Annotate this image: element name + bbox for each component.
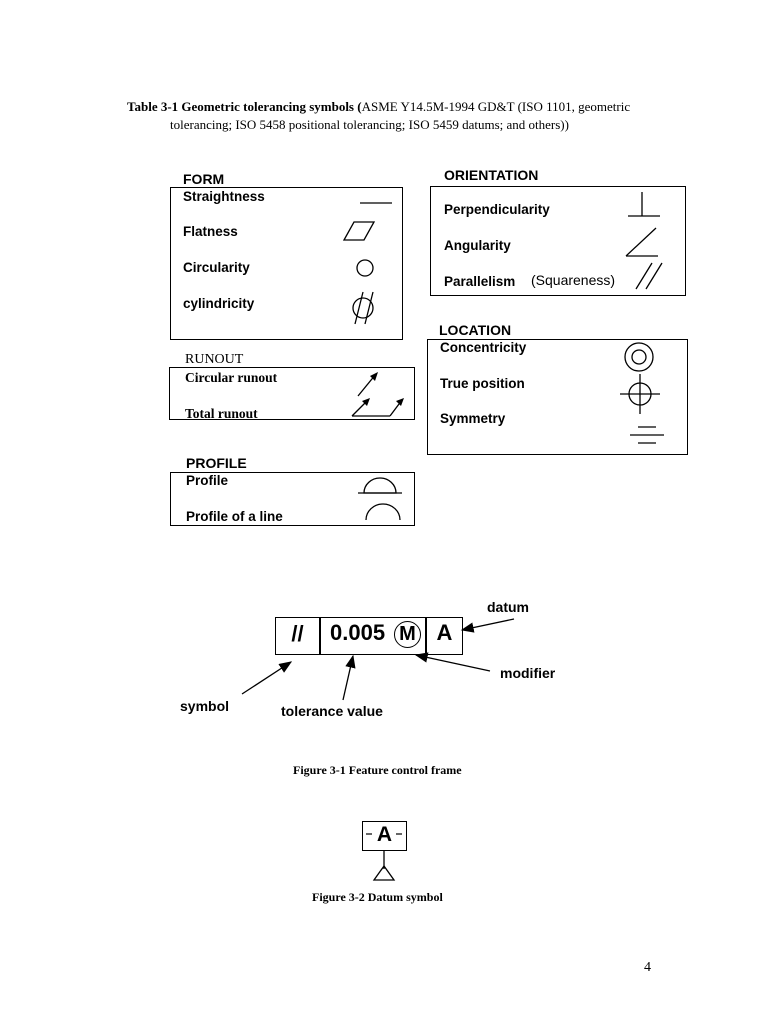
parallelism-icon xyxy=(632,259,672,293)
perpendicularity-icon xyxy=(626,190,666,224)
orientation-heading: ORIENTATION xyxy=(444,167,539,183)
orientation-item-parallelism: Parallelism xyxy=(444,274,516,289)
runout-item-circular: Circular runout xyxy=(185,370,278,385)
page-number: 4 xyxy=(644,960,651,975)
callout-tolerance: tolerance value xyxy=(281,703,383,719)
profile-item-line: Profile of a line xyxy=(186,509,283,524)
form-item-straightness: Straightness xyxy=(183,189,265,204)
symbol-arrow xyxy=(242,662,291,694)
form-item-cylindricity: cylindricity xyxy=(183,296,255,311)
figure-3-1-caption: Figure 3-1 Feature control frame xyxy=(293,763,462,777)
runout-heading: RUNOUT xyxy=(185,352,244,367)
circularity-icon xyxy=(354,257,378,281)
form-heading: FORM xyxy=(183,171,225,187)
fcf-modifier-circle xyxy=(394,621,421,648)
datum-symbol-letter: A xyxy=(376,823,393,846)
squareness-note: (Squareness) xyxy=(531,272,616,288)
fcf-symbol-cell: // xyxy=(291,621,304,646)
fcf-modifier-letter: M xyxy=(399,623,416,645)
profile-heading: PROFILE xyxy=(186,455,247,471)
modifier-arrow xyxy=(416,655,490,671)
callout-modifier: modifier xyxy=(500,665,556,681)
profile-of-line-icon xyxy=(362,500,406,522)
fcf-divider-1 xyxy=(319,617,321,655)
callout-datum: datum xyxy=(487,599,529,615)
table-title-standard: ASME Y14.5M-1994 GD&T (ISO 1101, geometric xyxy=(361,99,631,114)
table-title xyxy=(127,99,630,115)
datum-triangle-icon xyxy=(360,822,410,862)
form-item-flatness: Flatness xyxy=(183,224,238,239)
datum-arrow xyxy=(462,619,514,630)
symmetry-icon xyxy=(626,424,670,448)
profile-of-surface-icon xyxy=(356,476,406,498)
fcf-datum-cell: A xyxy=(436,620,453,645)
callout-symbol: symbol xyxy=(180,698,230,714)
datum-feature-triangle xyxy=(372,864,402,884)
tolerance-arrow xyxy=(343,656,353,700)
location-item-symmetry: Symmetry xyxy=(440,411,506,426)
table-title-label: Table 3-1 Geometric tolerancing symbols ( xyxy=(127,99,362,114)
angularity-icon xyxy=(622,226,662,260)
orientation-item-angularity: Angularity xyxy=(444,238,511,253)
total-runout-icon xyxy=(350,390,406,420)
cylindricity-icon xyxy=(345,290,385,326)
straightness-icon xyxy=(358,198,398,208)
form-item-circularity: Circularity xyxy=(183,260,250,275)
fcf-tolerance-cell: 0.005 xyxy=(330,620,386,645)
flatness-icon xyxy=(342,220,382,244)
concentricity-icon xyxy=(622,340,658,376)
runout-item-total: Total runout xyxy=(185,406,258,421)
location-heading: LOCATION xyxy=(439,322,512,338)
profile-item-surface: Profile xyxy=(186,473,229,488)
location-item-concentricity: Concentricity xyxy=(440,340,527,355)
orientation-item-perpendicularity: Perpendicularity xyxy=(444,202,550,217)
true-position-icon xyxy=(618,372,662,416)
table-title-line2: tolerancing; ISO 5458 positional tolerancing; ISO 5459 datums; and others)) xyxy=(170,117,569,132)
location-item-true-position: True position xyxy=(440,376,525,391)
figure-3-2-caption: Figure 3-2 Datum symbol xyxy=(312,890,443,904)
